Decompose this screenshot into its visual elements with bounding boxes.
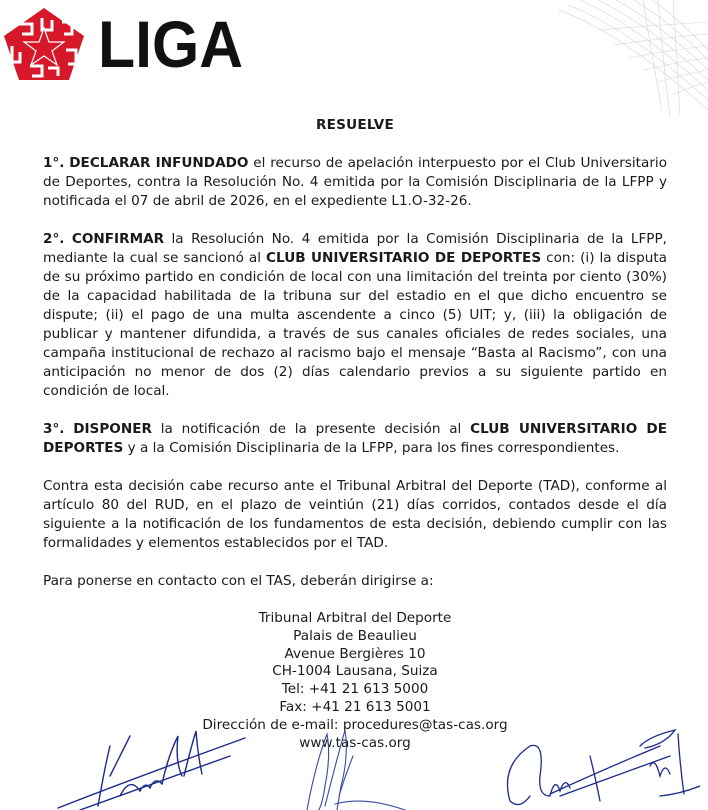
item-2-text-before: la Resolución No. 4 emitida por la Comisión Disciplinaria de la LFPP, mediante la cual se sancionó al xyxy=(43,231,668,266)
resolution-item-3 xyxy=(43,420,667,458)
item-2-text-after: con: (i) la disputa de su próximo partido en condición de local con una limitación del treinta por ciento (30%) de la capacidad habilitada de la tribuna sur del estadio en el que dicho encuentro se dispute; (ii) el pago de una multa ascendente a cinco (5) UIT; y, (iii) la obligación de publicar y mantener difundida, a través de sus canales oficiales de redes sociales, una campaña institucional de rechazo al racismo bajo el mensaje “Basta al Racismo”, con una anticipación no menor de dos (2) días calendario previos a su siguiente partido en condición de local. xyxy=(43,250,667,399)
address-name: Tribunal Arbitral del Deporte xyxy=(258,610,452,626)
address-fax: Fax: +41 21 613 5001 xyxy=(279,698,431,715)
header-logo xyxy=(2,6,256,82)
item-3-number: 3°. xyxy=(43,421,65,437)
signatures-row xyxy=(0,716,708,810)
item-3-text-before: la notificación de la presente decisión al xyxy=(152,421,471,437)
corner-wave-pattern xyxy=(558,0,708,120)
signature-3 xyxy=(508,730,701,805)
resolution-item-1 xyxy=(43,154,667,211)
item-2-action: CONFIRMAR xyxy=(71,231,165,247)
address-city: CH-1004 Lausana, Suiza xyxy=(272,663,438,680)
address-tel: Tel: +41 21 613 5000 xyxy=(281,681,429,698)
item-1-number: 1°. xyxy=(43,155,65,171)
address-website: www.tas-cas.org xyxy=(299,734,411,751)
item-2-number: 2°. xyxy=(43,231,65,247)
item-3-action: DISPONER xyxy=(73,421,152,437)
signature-2 xyxy=(307,730,405,810)
liga-wordmark: LIGA xyxy=(98,7,244,81)
signature-1 xyxy=(50,716,250,810)
liga-star-emblem-icon xyxy=(2,6,86,82)
address-street: Avenue Bergières 10 xyxy=(284,645,426,662)
address-building: Palais de Beaulieu xyxy=(293,627,417,644)
resolution-body xyxy=(43,116,667,752)
item-3-club: CLUB UNIVERSITARIO DE DEPORTES xyxy=(43,421,668,456)
item-3-text-after: y a la Comisión Disciplinaria de la LFPP, para los fines correspondientes. xyxy=(123,440,620,456)
contact-intro: Para ponerse en contacto con el TAS, deberán dirigirse a: xyxy=(43,573,434,589)
appeal-paragraph: Contra esta decisión cabe recurso ante el Tribunal Arbitral del Deporte (TAD), conforme al artículo 80 del RUD, en el plazo de veintiún (21) días corridos, contados desde el día siguiente a la notificación de los fundamentos de esta decisión, debiendo cumplir con las formalidades y elementos establecidos por el TAD. xyxy=(43,478,667,551)
item-1-action: DECLARAR INFUNDADO xyxy=(69,155,249,171)
item-1-text: el recurso de apelación interpuesto por el Club Universitario de Deportes, contra la Resolución No. 4 emitida por la Comisión Disciplinaria de la LFPP y notificada el 07 de abril de 2026, en el expediente L1.O-32-26. xyxy=(43,155,668,209)
address-email: Dirección de e-mail: procedures@tas-cas.org xyxy=(202,716,508,733)
resolution-title: RESUELVE xyxy=(315,117,395,133)
item-2-club: CLUB UNIVERSITARIO DE DEPORTES xyxy=(266,250,542,266)
resolution-item-2 xyxy=(43,230,667,401)
